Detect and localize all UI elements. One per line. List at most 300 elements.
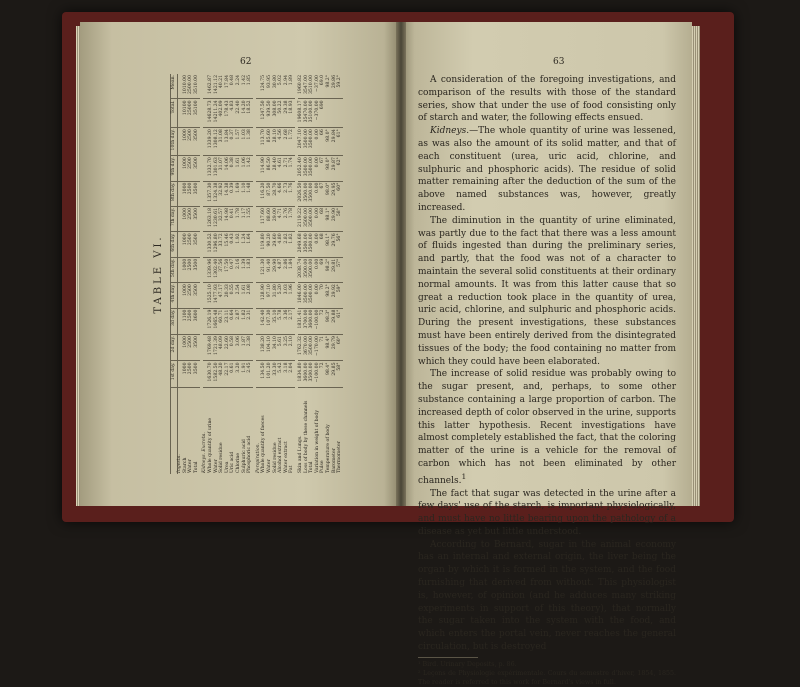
table-cell: 308.00 <box>273 99 279 128</box>
table-cell: 3.03 <box>284 283 290 308</box>
table-cell: 113.70 <box>262 128 268 156</box>
table-cell: 22.40 <box>237 99 243 128</box>
table-cell: 939.50 <box>268 99 274 128</box>
table-cell: 17.50 <box>225 257 231 282</box>
table-cell: 17.84 <box>225 74 231 99</box>
table-cell: 1.42 <box>248 156 254 181</box>
table-cell: 107.30 <box>268 308 274 334</box>
row-label: Total <box>309 461 315 473</box>
table-cell: 3670.00 <box>304 335 310 361</box>
table-cell: 32.57 <box>220 206 226 231</box>
paragraph: According to Bernard, sugar in the animal economy has an internal and external origin, the liver being the organ by which it is formed in the system, and the food furnishing that derived from without. This physiologist is, however, of opinion (and he adduces many striking experiments in support of this theory), that normally the sugar taken into the system with the food, and which enters the portal vein, never reaches the general circulation, but is destroyed <box>418 539 676 653</box>
table-cell: 0.00 <box>315 232 321 257</box>
row-label: Solid residue <box>219 442 225 473</box>
table-cell: 0.00 <box>315 156 321 181</box>
table-cell: 1834.80 <box>298 361 304 387</box>
table-cell: 3500.00 <box>304 156 310 181</box>
table-cell: 117.60 <box>262 206 268 231</box>
table-cell: 62° <box>338 156 344 181</box>
table-cell: 1000 <box>183 283 189 308</box>
table-cell: 23.11 <box>225 308 231 334</box>
table-cell: 69 <box>321 257 327 282</box>
table-cell: 1.72 <box>290 128 296 156</box>
table-cell: 3500 <box>194 128 200 156</box>
table-cell: 2500 <box>189 335 195 361</box>
table-cell: 5.02 <box>279 74 285 99</box>
table-cell: 2.24 <box>237 74 243 99</box>
table-cell: 1846.00 <box>298 283 304 308</box>
table-cell: 1000 <box>183 128 189 156</box>
table-cell: 1324.38 <box>214 181 220 206</box>
table-cell: 1.38 <box>248 128 254 156</box>
table-cell: 3500 <box>194 206 200 231</box>
table-cell: 1665.48 <box>214 308 220 334</box>
table-cell: 1339.96 <box>209 257 215 282</box>
table-cell: 5.61 <box>279 335 285 361</box>
table-cell: 66 <box>321 128 327 156</box>
table-cell: 1.84 <box>290 257 296 282</box>
table-cell: 29.87 <box>332 156 338 181</box>
table-cell: 98.3° <box>326 308 332 334</box>
column-header: 6th day. <box>171 232 178 257</box>
table-cell: 142.40 <box>262 308 268 334</box>
footnote-ref: 1 <box>461 471 467 481</box>
table-cell: 2500 <box>189 361 195 387</box>
table-cell: 3500.00 <box>304 232 310 257</box>
table-cell: 69.0 <box>321 74 327 99</box>
footnote-rule <box>418 657 478 658</box>
table-cell: 1.78 <box>290 206 296 231</box>
table-cell: 1.48 <box>248 181 254 206</box>
footnote: ² Leçons de Physiologie expérimentale. Cours du semestre d'hiver, 1854, 1855. The reader is referred to this work for Bernard's views in full. <box>418 669 676 686</box>
table-cell: 59.2° <box>338 74 344 99</box>
column-header: 1st day. <box>171 361 178 387</box>
table-cell: 2.08 <box>248 283 254 308</box>
table-cell: 29.92 <box>332 283 338 308</box>
section-heading: Kidneys. Excreta. <box>202 432 208 473</box>
table-cell: 2038.74 <box>298 257 304 282</box>
table-cell: −37.00 <box>315 74 321 99</box>
table-cell: 2500 <box>189 206 195 231</box>
table-cell: 1339.20 <box>209 128 215 156</box>
table-cell: 29.86 <box>332 74 338 99</box>
table-cell: 3.18 <box>284 361 290 387</box>
table-cell: 4.66 <box>279 181 285 206</box>
table-header-row <box>171 74 178 474</box>
table-cell: 58° <box>338 361 344 387</box>
table-cell: 2.82 <box>284 232 290 257</box>
table-cell: 3600.00 <box>310 308 316 334</box>
table-cell: 48.09 <box>220 335 226 361</box>
table-cell: 3.06 <box>237 335 243 361</box>
paragraph: The diminution in the quantity of urine eliminated, was partly due to the fact that there was a less amount of fluids ingested than during the preliminary series, and partly, that the food was not of a character to maintain the several solid constituents at their ordinary normal amounts. It was from this latter cause that so great a reduction took place in the quantity of urea, uric acid, chlorine, and sulphuric and phosphoric acids. During the present investigations, these substances must have been entirely derived from the disintegrated tissues of the body; the food containing no matter from which they could have been elaborated. <box>418 215 676 367</box>
table-cell: 0.55 <box>231 283 237 308</box>
table-cell: 5.78 <box>279 308 285 334</box>
table-cell: 68 <box>321 232 327 257</box>
table-cell: 19608.17 <box>298 99 304 128</box>
table-cell: 3510.00 <box>310 74 316 99</box>
table-cell: 2.31 <box>248 308 254 334</box>
table-cell: 1.78 <box>237 206 243 231</box>
table-cell: 690 <box>321 99 327 128</box>
table-cell: 1726.19 <box>209 308 215 334</box>
right-page-number: 63 <box>553 57 565 67</box>
table-cell: 97.10 <box>268 283 274 308</box>
table-cell: 3500.00 <box>304 181 310 206</box>
table-cell: 25000 <box>189 99 195 128</box>
table-cell: 1.55 <box>248 206 254 231</box>
table-cell: 138.20 <box>262 335 268 361</box>
table-cell: 29.79 <box>332 335 338 361</box>
table-cell: 40.21 <box>220 74 226 99</box>
table-cell: 2.16 <box>237 257 243 282</box>
table-cell: 2.10 <box>290 335 296 361</box>
paragraph: A consideration of the foregoing investigations, and comparison of the results with those of the standard series, show that under the use of food consisting only of starch and water, the following effects ensued. <box>418 75 676 124</box>
table-cell: 3500 <box>194 335 200 361</box>
table-cell: 0.61 <box>231 361 237 387</box>
table-cell: 4.83 <box>231 99 237 128</box>
column-header: 10th day. <box>171 128 178 156</box>
table-cell: 10100 <box>183 99 189 128</box>
table-cell: 2.45 <box>248 361 254 387</box>
table-cell: 2.68 <box>284 128 290 156</box>
table-cell: 98.4° <box>326 335 332 361</box>
gap-cell <box>343 74 346 474</box>
table-cell: 34.10 <box>273 335 279 361</box>
table-cell: 30.80 <box>273 74 279 99</box>
table-cell: −370.00 <box>315 99 321 128</box>
table-cell: 35.10 <box>273 308 279 334</box>
table-cell: 3500.00 <box>310 232 316 257</box>
table-cell: 178.43 <box>225 99 231 128</box>
table-cell: 35100 <box>194 99 200 128</box>
table-cell: 90.20 <box>268 232 274 257</box>
table-cell: 0.38 <box>231 156 237 181</box>
kidneys-label: Kidneys. <box>430 126 470 137</box>
table-cell: 104.10 <box>268 335 274 361</box>
table-cell: 1247.50 <box>262 99 268 128</box>
table-cell: 2.54 <box>237 283 243 308</box>
table-cell: 0.00 <box>315 206 321 231</box>
table-cell: 1.74 <box>290 156 296 181</box>
row-label: Water <box>213 459 219 473</box>
table-cell: 3500.00 <box>310 206 316 231</box>
table-cell: 28.70 <box>273 181 279 206</box>
table-cell: 1000 <box>183 156 189 181</box>
table-cell: 60° <box>338 335 344 361</box>
table-cell: 3.20 <box>237 361 243 387</box>
table-cell: 1525.10 <box>209 283 215 308</box>
table-cell: 14.06 <box>225 156 231 181</box>
row-label: Water <box>267 459 272 473</box>
table-cell: 1357.30 <box>209 181 215 206</box>
table-cell: 33.72 <box>220 232 226 257</box>
table-cell: 3600 <box>194 308 200 334</box>
table-cell: 2500 <box>189 156 195 181</box>
table-cell: 29.38 <box>284 99 290 128</box>
table-cell: 2049.68 <box>298 232 304 257</box>
table-cell: 1.39 <box>242 257 248 282</box>
row-label: Solid residue <box>272 442 278 473</box>
table-cell: 22.60 <box>225 335 231 361</box>
table-cell: 47.17 <box>220 283 226 308</box>
table-cell: 29.85 <box>332 361 338 387</box>
column-header: 9th day. <box>171 156 178 181</box>
table-cell: 121.30 <box>262 257 268 282</box>
table-cell: 32.92 <box>220 181 226 206</box>
paragraph: The fact that sugar was detected in the urine after a few days' use of the starch, is important physiologically, and must have no little bearing upon the pathology of a disease as yet but little understood. <box>418 488 676 537</box>
table-cell: 4.80 <box>279 232 285 257</box>
table-cell: 70 <box>321 283 327 308</box>
row-label: Whole quantity of urine <box>208 417 214 473</box>
row-label: Total <box>193 461 199 473</box>
table-cell: 1.17 <box>242 206 248 231</box>
table-cell: 1330.52 <box>209 232 215 257</box>
table-cell: 1332.70 <box>209 156 215 181</box>
table-cell: 1630.70 <box>209 361 215 387</box>
table-cell: 85.60 <box>268 128 274 156</box>
table-cell: 1.06 <box>242 156 248 181</box>
table-cell: 3500 <box>194 181 200 206</box>
table-cell: 2.87 <box>237 308 243 334</box>
table-cell: 1.83 <box>248 257 254 282</box>
table-cell: 2500 <box>189 232 195 257</box>
table-body <box>177 74 346 474</box>
table-cell: 4.61 <box>279 156 285 181</box>
table-cell: 3500.00 <box>310 335 316 361</box>
table-cell: 1.82 <box>290 232 296 257</box>
table-cell: 98.0° <box>326 181 332 206</box>
table-cell: 14211.24 <box>214 99 220 128</box>
table-cell: 1.92 <box>237 232 243 257</box>
table-cell: 1.76 <box>290 181 296 206</box>
table-cell: 0.58 <box>231 335 237 361</box>
table-cell: 29.90 <box>273 257 279 282</box>
table-cell: 60.71 <box>220 308 226 334</box>
table-cell: 98.0° <box>326 128 332 156</box>
table-cell: 1421.12 <box>214 74 220 99</box>
table-cell: 35470.00 <box>304 99 310 128</box>
table-cell: 3500 <box>194 283 200 308</box>
table-cell: 1462.87 <box>209 74 215 99</box>
table-cell: 29.95 <box>332 181 338 206</box>
table-cell: 1.87 <box>242 335 248 361</box>
table-cell: 31.80 <box>273 283 279 308</box>
table-cell: 28.40 <box>273 156 279 181</box>
table-cell: 0.64 <box>231 308 237 334</box>
paragraph-kidneys: Kidneys.—The whole quantity of urine was lessened, as was also the amount of its solid matter, and that of each constituent (urea, uric acid, chlorine, and sulphuric and phosphoric acids). The residue of solid matter remaining after the deduction of the sum of the above named substances was, however, greatly increased. <box>418 126 676 213</box>
table-cell: 1831.41 <box>298 308 304 334</box>
row-label: Temperature of body <box>325 424 331 473</box>
table-cell: 3500.00 <box>310 181 316 206</box>
table-cell: 67 <box>321 181 327 206</box>
table-cell: 2052.40 <box>298 156 304 181</box>
table-cell: 1.89 <box>290 74 296 99</box>
table-cell: 1.96 <box>290 283 296 308</box>
table-cell: 29.81 <box>332 257 338 282</box>
table-cell: 1000 <box>183 335 189 361</box>
column-header: 7th day. <box>171 206 178 231</box>
table-cell: 1.03 <box>242 128 248 156</box>
table-cell: 4.56 <box>279 128 285 156</box>
row-label: Variation in weight of body <box>314 410 320 473</box>
table-cell: 3500 <box>194 257 200 282</box>
table-cell: 3500.00 <box>304 206 310 231</box>
table-cell: 0.39 <box>231 181 237 206</box>
table-cell: 98.1° <box>326 232 332 257</box>
column-header: 8th day. <box>171 181 178 206</box>
table-cell: 1.57 <box>237 128 243 156</box>
left-page-number: 62 <box>240 57 252 67</box>
table-cell: 35100.00 <box>310 99 316 128</box>
table-cell: 3600.00 <box>304 361 310 387</box>
table-cell: 2047.10 <box>298 128 304 156</box>
table-cell: 98.0° <box>326 156 332 181</box>
table-cell: 116.20 <box>262 181 268 206</box>
column-header: Mean. <box>171 74 178 99</box>
table-cell: 5.20 <box>279 283 285 308</box>
table-cell: 58° <box>338 206 344 231</box>
table-cell: 91.40 <box>268 257 274 282</box>
table-cell: 1301.63 <box>214 156 220 181</box>
book-gutter <box>396 22 406 506</box>
table-title: TABLE VI. <box>153 234 164 314</box>
table-cell: 114.90 <box>262 156 268 181</box>
table-cell: 0.48 <box>231 74 237 99</box>
table-cell: 3500.00 <box>304 257 310 282</box>
table-cell: 50.22 <box>279 99 285 128</box>
table-cell: 3500.00 <box>304 283 310 308</box>
table-cell: 1769.48 <box>209 335 215 361</box>
table-cell: 2.76 <box>284 206 290 231</box>
column-header: 4th day. <box>171 283 178 308</box>
table-cell: 0.00 <box>315 181 321 206</box>
table-cell: 3500 <box>194 156 200 181</box>
table-cell: 98.2° <box>326 283 332 308</box>
table-cell: 14.20 <box>242 99 248 128</box>
table-cell: 14.98 <box>225 206 231 231</box>
table-cell: 1721.39 <box>214 335 220 361</box>
rotated-table-area <box>150 72 390 476</box>
table-cell: 1000 <box>183 206 189 231</box>
table-cell: 61° <box>338 308 344 334</box>
table-cell: 3500 <box>194 361 200 387</box>
table-cell: 2500.00 <box>189 74 195 99</box>
table-cell: 2026.50 <box>298 181 304 206</box>
table-cell: 98.2° <box>326 257 332 282</box>
row-label: Phosphoric acid <box>247 435 253 473</box>
table-cell: 56° <box>338 232 344 257</box>
table-cell: 60° <box>338 181 344 206</box>
table-cell: 31.08 <box>220 128 226 156</box>
row-label: Water <box>188 459 194 473</box>
table-cell: 67 <box>321 156 327 181</box>
table-cell: 1263.18 <box>209 206 215 231</box>
table-cell: 1.24 <box>242 232 248 257</box>
table-cell: 1.61 <box>237 156 243 181</box>
table-cell: 14.38 <box>225 181 231 206</box>
table-cell: 57° <box>338 257 344 282</box>
section-gap <box>343 74 346 474</box>
table-cell: 1000 <box>183 181 189 206</box>
table-cell: 2.38 <box>248 335 254 361</box>
table-cell: 2500 <box>189 283 195 308</box>
table-cell: 1.82 <box>242 308 248 334</box>
table-cell: 119.80 <box>262 232 268 257</box>
table-cell: 29.90 <box>332 206 338 231</box>
table-cell: 134.50 <box>262 361 268 387</box>
table-cell: 14628.73 <box>209 99 215 128</box>
column-header: 5th day. <box>171 257 178 282</box>
table-cell: 1.85 <box>248 74 254 99</box>
table-cell: 3500.00 <box>310 257 316 282</box>
table-cell: 15.46 <box>225 232 231 257</box>
table-cell: 3500.00 <box>304 128 310 156</box>
table-cell: 4.87 <box>279 257 285 282</box>
row-label: Thermometer <box>337 441 343 473</box>
table-cell: 88.60 <box>268 206 274 231</box>
table-cell: 1000 <box>183 232 189 257</box>
table-cell: 1296.80 <box>214 232 220 257</box>
paragraph-text: The increase of solid residue was probably owing to the sugar present, and, perhaps, to some other substance containing a large proportion of carbon. The increased depth of color observed in the urine, supports this latter hypothesis. Recent investigations have almost completely established the fact, that the coloring matter of the urine is a vehicle for the removal of carbon which has not been eliminated by other channels. <box>418 369 676 486</box>
row-label: Whole quantity of faeces <box>261 415 267 473</box>
table-cell: 1.91 <box>242 361 248 387</box>
table-cell: 3.25 <box>284 335 290 361</box>
table-cell: 33.30 <box>273 361 279 387</box>
table-cell: −100.00 <box>315 361 321 387</box>
table-cell: 2.71 <box>284 156 290 181</box>
rotated-table <box>150 72 390 476</box>
table-cell: 1.10 <box>242 181 248 206</box>
row-label: Barometer <box>331 448 337 473</box>
table-cell: 3500.00 <box>310 361 316 387</box>
table-cell: 2500 <box>189 257 195 282</box>
table-cell: 28.10 <box>273 128 279 156</box>
table-cell: 2500 <box>189 308 195 334</box>
table-cell: 22.17 <box>225 361 231 387</box>
table-cell: 1.61 <box>242 283 248 308</box>
table-cell: 124.75 <box>262 74 268 99</box>
table-cell: 3500 <box>194 232 200 257</box>
row-label: Starch <box>182 457 188 473</box>
section-heading: Ingesta. <box>177 454 183 473</box>
table-cell: 29.00 <box>273 206 279 231</box>
table-cell: 0.00 <box>315 128 321 156</box>
table-cell: 4.71 <box>279 206 285 231</box>
table-cell: 3500.00 <box>310 283 316 308</box>
table-cell: 48.20 <box>220 361 226 387</box>
table-cell: 98.2° <box>326 74 332 99</box>
data-table <box>170 74 346 474</box>
table-cell: 3700.00 <box>304 308 310 334</box>
table-cell: 128.90 <box>262 283 268 308</box>
table-cell: 1100 <box>183 308 189 334</box>
row-label: Skin and Lungs. <box>297 435 303 473</box>
table-cell: 0.00 <box>315 283 321 308</box>
table-cell: 2.04 <box>290 361 296 387</box>
row-label: Pulse <box>320 460 326 473</box>
row-label: Fat <box>289 465 295 473</box>
table-cell: 1000 <box>183 257 189 282</box>
table-cell: 3510.00 <box>194 74 200 99</box>
table-cell: 1010.00 <box>183 74 189 99</box>
right-page-text <box>418 74 676 687</box>
table-cell: 402.09 <box>220 99 226 128</box>
table-cell: 68 <box>321 206 327 231</box>
table-cell: 3.36 <box>284 308 290 334</box>
table-cell: 29.60 <box>273 232 279 257</box>
table-cell: 1477.93 <box>214 283 220 308</box>
